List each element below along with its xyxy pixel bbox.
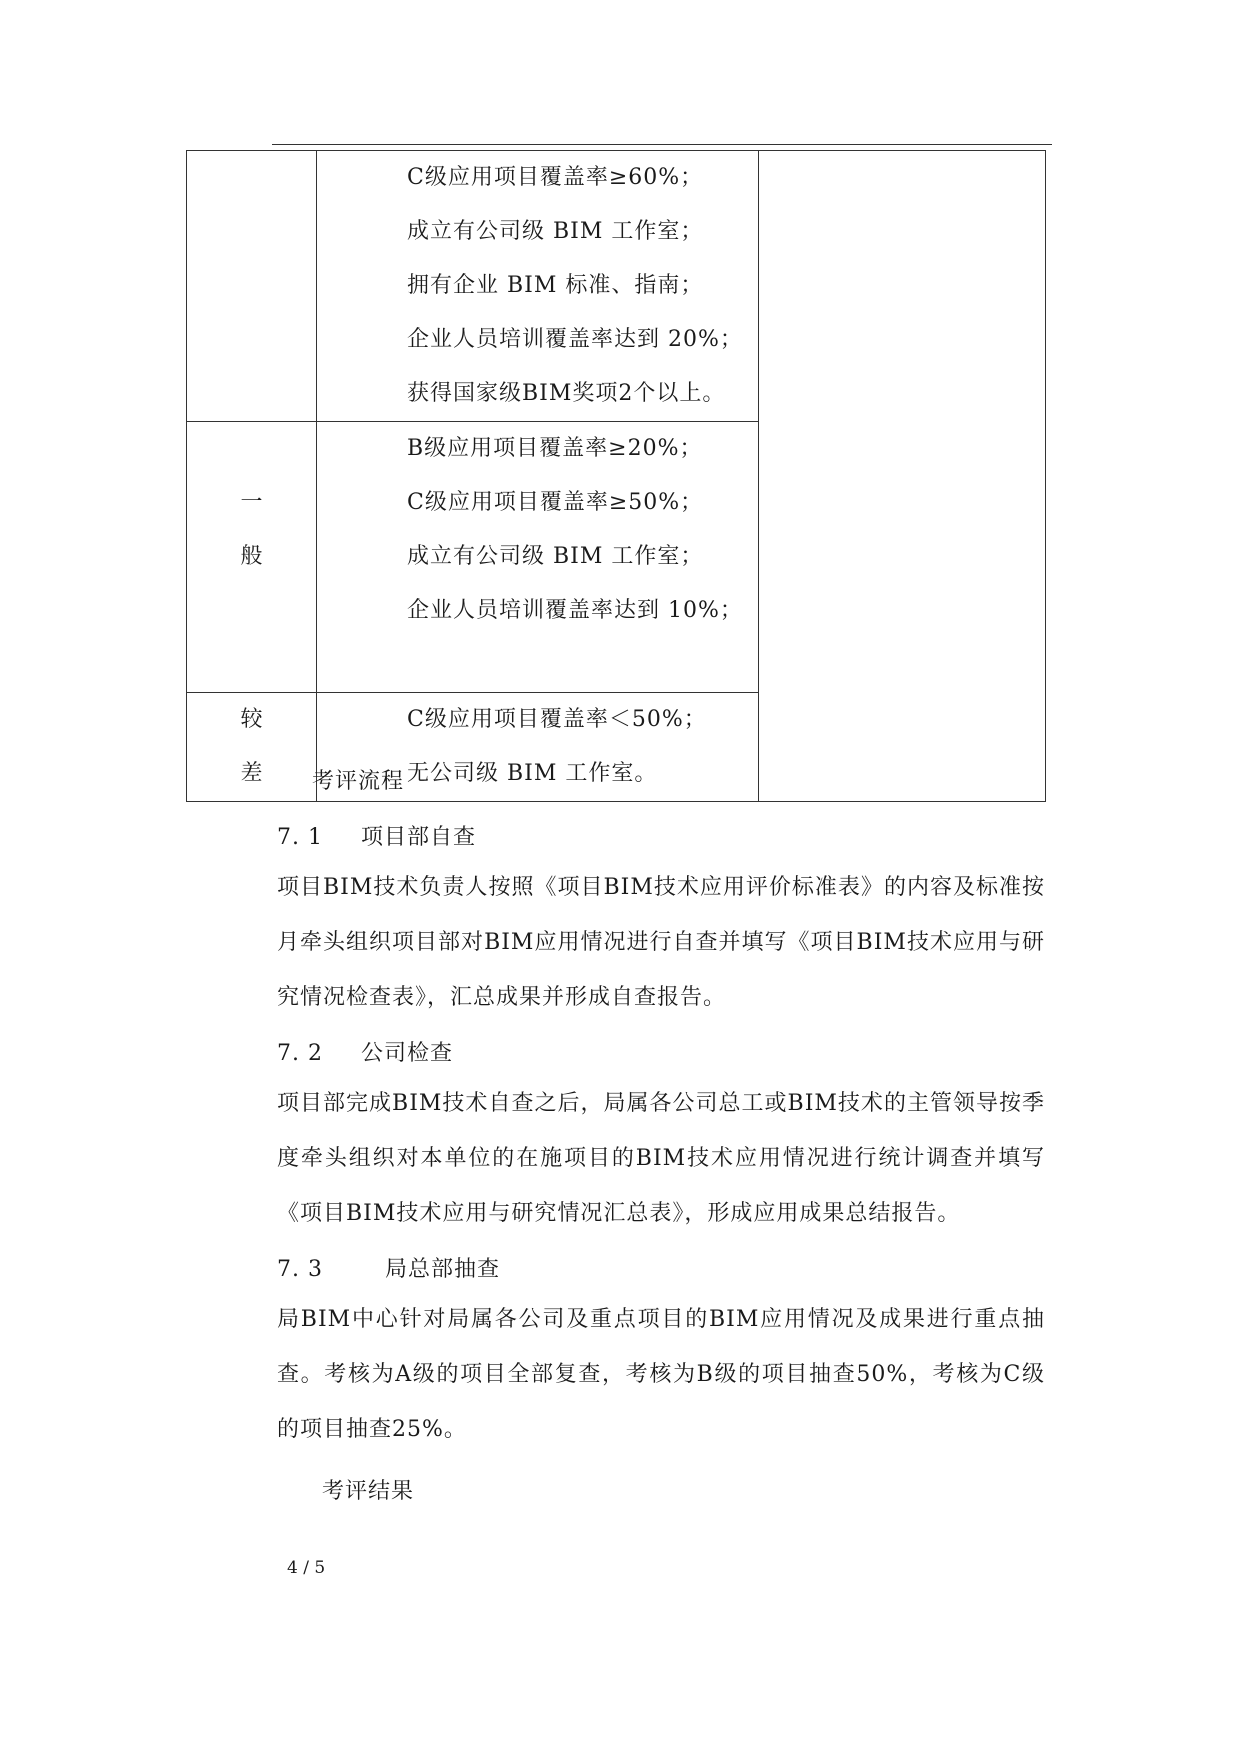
grade-cell bbox=[187, 422, 317, 693]
criteria-cell bbox=[317, 422, 759, 693]
criteria-line: C级应用项目覆盖率≥60%； bbox=[407, 165, 704, 190]
page-number: 4 / 5 bbox=[287, 1558, 326, 1578]
criteria-line: B级应用项目覆盖率≥20%； bbox=[407, 436, 703, 461]
grade-criteria-table bbox=[186, 150, 1046, 802]
header-rule bbox=[272, 144, 1052, 145]
grade-cell bbox=[187, 693, 317, 802]
grade-cell bbox=[187, 151, 317, 422]
criteria-line: 成立有公司级 BIM 工作室； bbox=[407, 219, 704, 244]
criteria-line: C级应用项目覆盖率＜50%； bbox=[407, 707, 707, 732]
criteria-line: C级应用项目覆盖率≥50%； bbox=[407, 490, 704, 515]
heading-result: 考评结果 bbox=[322, 1479, 415, 1504]
grade-label-char: 较 bbox=[240, 707, 263, 732]
section-title: 局总部抽查 bbox=[385, 1257, 501, 1282]
criteria-line: 成立有公司级 BIM 工作室； bbox=[407, 544, 704, 569]
table-row bbox=[187, 151, 1046, 422]
heading-process: 考评流程 bbox=[312, 769, 405, 794]
section-number: 7. 2 bbox=[277, 1041, 323, 1066]
section-heading bbox=[277, 820, 476, 851]
section-title: 公司检查 bbox=[361, 1041, 454, 1066]
section-heading bbox=[277, 1252, 500, 1283]
grade-label-char: 差 bbox=[240, 761, 263, 786]
criteria-line: 获得国家级BIM奖项2个以上。 bbox=[407, 381, 726, 406]
criteria-line: 拥有企业 BIM 标准、指南； bbox=[407, 273, 704, 298]
section-title: 项目部自查 bbox=[361, 825, 477, 850]
section-body: 项目BIM技术负责人按照《项目BIM技术应用评价标准表》的内容及标准按月牵头组织项目部对BIM应用情况进行自查并填写《项目BIM技术应用与研究情况检查表》，汇总成果并形成自查报告。 bbox=[277, 875, 1045, 1010]
criteria-cell bbox=[317, 151, 759, 422]
criteria-line: 无公司级 BIM 工作室。 bbox=[407, 761, 658, 786]
note-cell bbox=[759, 151, 1046, 802]
grade-label-char: 般 bbox=[240, 544, 263, 569]
section-number: 7. 3 bbox=[277, 1257, 323, 1282]
section-body: 局BIM中心针对局属各公司及重点项目的BIM应用情况及成果进行重点抽查。考核为A级的项目全部复查，考核为B级的项目抽查50%，考核为C级的项目抽查25%。 bbox=[277, 1307, 1045, 1442]
grade-label-char: 一 bbox=[240, 490, 263, 515]
criteria-line: 企业人员培训覆盖率达到 10%； bbox=[407, 598, 743, 623]
section-number: 7. 1 bbox=[277, 825, 323, 850]
section-heading bbox=[277, 1036, 453, 1067]
criteria-line: 企业人员培训覆盖率达到 20%； bbox=[407, 327, 743, 352]
section-body: 项目部完成BIM技术自查之后，局属各公司总工或BIM技术的主管领导按季度牵头组织对本单位的在施项目的BIM技术应用情况进行统计调查并填写《项目BIM技术应用与研究情况汇总表》，形成应用成果总结报告。 bbox=[277, 1091, 1045, 1226]
